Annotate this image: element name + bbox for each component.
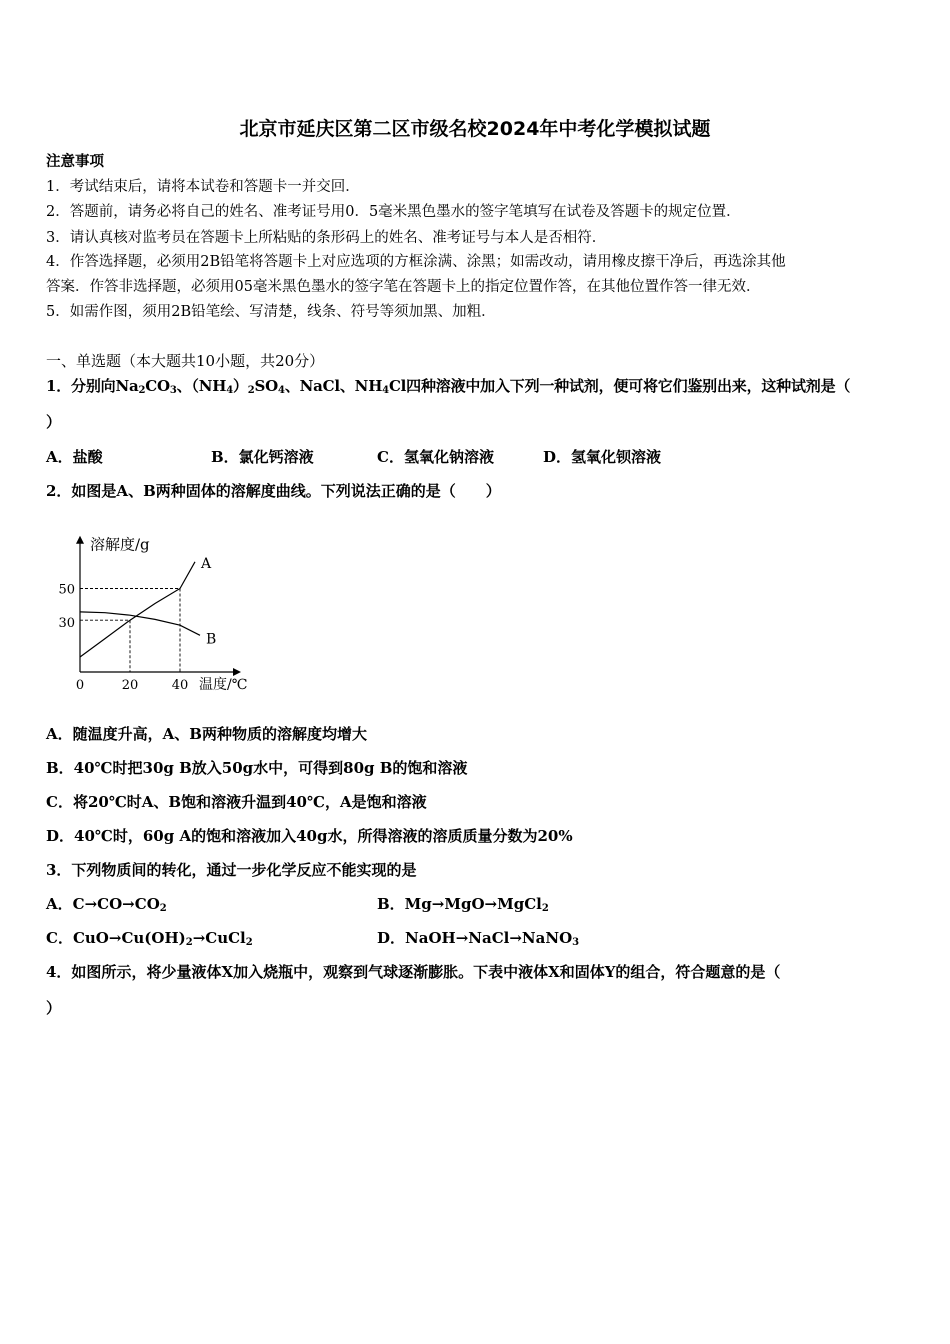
notice-item: 5．如需作图，须用2B铅笔绘、写清楚，线条、符号等须加黑、加粗．	[46, 304, 496, 320]
y-axis-arrow	[76, 536, 84, 544]
question-3-stem: 3．下列物质间的转化，通过一步化学反应不能实现的是	[46, 861, 417, 879]
series-label-a: A	[201, 555, 212, 572]
notice-item: 3．请认真核对监考员在答题卡上所粘贴的条形码上的姓名、准考证号与本人是否相符．	[46, 230, 607, 246]
series-label-b: B	[206, 631, 217, 648]
q2-option-b: B．40℃时把30g B放入50g水中，可得到80g B的饱和溶液	[46, 759, 468, 777]
y-tick-label: 30	[58, 615, 75, 631]
q1-option-c: C．氢氧化钠溶液	[377, 448, 494, 466]
curve-b	[80, 612, 200, 635]
chart-text	[58, 536, 247, 693]
q1-option-a: A．盐酸	[46, 448, 103, 466]
question-1-stem: 1．分别向$Na_2CO_3$、$(NH_4)_2SO_4$、NaCl、$NH_4Cl$四种溶液中加入下列一种试剂，便可将它们鉴别出来，这种试剂是（	[46, 377, 851, 396]
curve-a	[80, 562, 195, 657]
notice-item: 2．答题前，请务必将自己的姓名、准考证号用0．5毫米黑色墨水的签字笔填写在试卷及答题卡的规定位置．	[46, 204, 741, 220]
chart-curves	[80, 562, 200, 657]
y-tick-label: 50	[58, 582, 75, 598]
chart-guides	[80, 589, 180, 673]
q3-option-b: B．Mg→MgO→MgCl$_2$	[377, 895, 549, 914]
notice-item: 1．考试结束后，请将本试卷和答题卡一并交回．	[46, 179, 360, 195]
q2-option-c: C．将20℃时A、B饱和溶液升温到40℃，A是饱和溶液	[46, 793, 427, 811]
chart-axes	[76, 536, 241, 676]
question-2-stem: 2．如图是A、B两种固体的溶解度曲线。下列说法正确的是（ ）	[46, 482, 501, 500]
x-axis-arrow	[233, 668, 241, 676]
section-heading: 一、单选题（本大题共10小题，共20分）	[46, 352, 325, 370]
notice-item: 答案．作答非选择题，必须用05毫米黑色墨水的签字笔在答题卡上的指定位置作答，在其他位置作答一律无效．	[46, 279, 761, 295]
question-4-stem: 4．如图所示，将少量液体X加入烧瓶中，观察到气球逐渐膨胀。下表中液体X和固体Y的组合，符合题意的是（	[46, 963, 781, 981]
solubility-chart	[50, 525, 260, 700]
q3-option-c: C．$CuO\to Cu(OH)_2\to CuCl_2$	[46, 929, 253, 948]
q2-option-a: A．随温度升高，A、B两种物质的溶解度均增大	[46, 725, 367, 743]
x-tick-label: 20	[121, 678, 139, 693]
page-title: 北京市延庆区第二区市级名校2024年中考化学模拟试题	[239, 118, 711, 140]
q3-option-a: A．$C\to CO\to CO_2$	[46, 895, 167, 914]
notice-item: 4．作答选择题，必须用2B铅笔将答题卡上对应选项的方框涂满、涂黑；如需改动，请用橡皮擦干净后，再选涂其他	[46, 254, 786, 270]
q1-option-d: D．氢氧化钡溶液	[543, 448, 662, 466]
notice-heading: 注意事项	[46, 153, 104, 170]
q2-option-d: D．40℃时，60g A的饱和溶液加入40g水，所得溶液的溶质质量分数为20%	[46, 827, 573, 845]
question-4-continuation: ）	[46, 999, 62, 1017]
y-axis-label: 溶解度/g	[90, 535, 150, 554]
x-axis-label: 温度/℃	[199, 677, 248, 693]
q1-option-b: B．氯化钙溶液	[211, 448, 314, 466]
q3-option-d: D．NaOH→NaCl→NaNO$_3$	[377, 929, 580, 948]
x-tick-label: 0	[75, 678, 85, 693]
x-tick-label: 40	[171, 678, 189, 693]
question-1-continuation: ）	[46, 413, 62, 431]
